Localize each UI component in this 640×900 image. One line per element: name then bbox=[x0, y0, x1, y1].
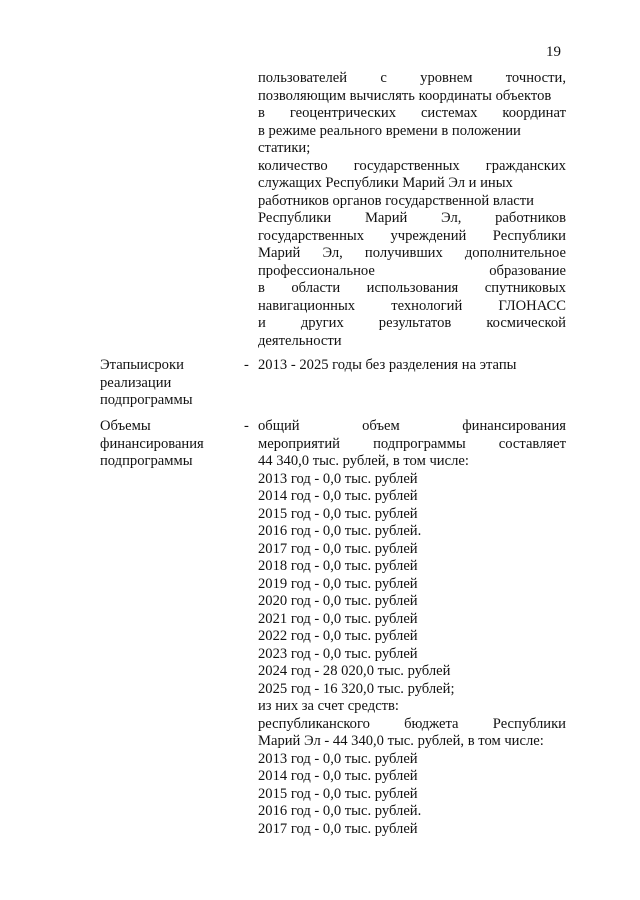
indicators-word: Эл, bbox=[322, 245, 343, 261]
funding-line bbox=[258, 523, 566, 541]
funding-word: Республики bbox=[492, 715, 566, 732]
indicators-word: в режиме реального времени в положении bbox=[258, 122, 521, 139]
funding-word: 2020 год - 0,0 тыс. рублей bbox=[258, 593, 418, 609]
funding-word: 2016 год - 0,0 тыс. рублей. bbox=[258, 523, 422, 539]
indicators-word: учреждений bbox=[390, 227, 467, 244]
indicators-word: количество bbox=[258, 157, 328, 174]
funding-word: 2023 год - 0,0 тыс. рублей bbox=[258, 645, 418, 662]
funding-line bbox=[258, 488, 566, 506]
indicators-word: геоцентрических bbox=[289, 105, 397, 121]
funding-line bbox=[258, 418, 566, 436]
funding-word: 44 340,0 тыс. рублей, в том числе: bbox=[258, 453, 469, 469]
funding-line bbox=[258, 593, 566, 611]
indicators-word: профессиональное bbox=[258, 262, 375, 279]
indicators-word: в bbox=[258, 105, 265, 121]
funding-label bbox=[100, 418, 252, 471]
funding-line bbox=[258, 786, 566, 804]
indicators-word: спутниковых bbox=[484, 280, 566, 296]
funding-line bbox=[258, 733, 566, 751]
indicators-word: ГЛОНАСС bbox=[498, 297, 566, 314]
funding-word: составляет bbox=[498, 435, 566, 452]
funding-word: 2015 год - 0,0 тыс. рублей bbox=[258, 785, 418, 802]
indicators-text bbox=[258, 70, 566, 350]
indicators-word: дополнительное bbox=[464, 245, 566, 261]
indicators-word: точности, bbox=[505, 70, 566, 86]
funding-word: 2025 год - 16 320,0 тыс. рублей; bbox=[258, 680, 455, 697]
stages-label-line bbox=[100, 392, 242, 410]
indicators-line bbox=[258, 193, 566, 211]
funding-word: 2013 год - 0,0 тыс. рублей bbox=[258, 750, 418, 767]
funding-line bbox=[258, 453, 566, 471]
indicators-line bbox=[258, 210, 566, 228]
page-number: 19 bbox=[546, 44, 561, 60]
funding-line bbox=[258, 628, 566, 646]
indicators-line bbox=[258, 70, 566, 88]
stages-dash: - bbox=[244, 357, 249, 373]
funding-line bbox=[258, 558, 566, 576]
indicators-word: государственных bbox=[258, 227, 365, 244]
funding-line bbox=[258, 576, 566, 594]
funding-word: 2017 год - 0,0 тыс. рублей bbox=[258, 820, 418, 837]
indicators-word: получивших bbox=[364, 245, 443, 261]
indicators-word: космической bbox=[486, 315, 566, 331]
stages-label-word: и bbox=[140, 357, 148, 373]
indicators-line bbox=[258, 333, 566, 351]
funding-word: мероприятий bbox=[258, 435, 340, 452]
funding-word: 2014 год - 0,0 тыс. рублей bbox=[258, 488, 418, 504]
indicators-line bbox=[258, 88, 566, 106]
funding-line bbox=[258, 716, 566, 734]
indicators-word: пользователей bbox=[258, 70, 348, 86]
funding-word: подпрограммы bbox=[373, 435, 466, 452]
funding-word: Марий Эл - 44 340,0 тыс. рублей, в том числе: bbox=[258, 733, 544, 749]
indicators-word: с bbox=[380, 70, 387, 86]
indicators-word: образование bbox=[489, 262, 566, 279]
indicators-line bbox=[258, 280, 566, 298]
funding-line bbox=[258, 751, 566, 769]
funding-word: финансирования bbox=[462, 418, 566, 434]
indicators-word: уровнем bbox=[420, 70, 473, 86]
indicators-word: Республики bbox=[258, 210, 332, 226]
funding-word: общий bbox=[258, 418, 300, 434]
funding-label-word: финансирования bbox=[100, 435, 204, 452]
funding-line bbox=[258, 541, 566, 559]
funding-line bbox=[258, 611, 566, 629]
indicators-word: служащих Республики Марий Эл и иных bbox=[258, 175, 513, 191]
funding-word: 2016 год - 0,0 тыс. рублей. bbox=[258, 803, 422, 819]
indicators-line bbox=[258, 140, 566, 158]
stages-value-text: 2013 - 2025 годы без разделения на этапы bbox=[258, 357, 517, 373]
funding-dash: - bbox=[244, 418, 249, 434]
funding-label-line bbox=[100, 453, 252, 471]
indicators-line bbox=[258, 228, 566, 246]
indicators-line bbox=[258, 175, 566, 193]
funding-word: из них за счет средств: bbox=[258, 698, 399, 714]
indicators-word: и bbox=[258, 315, 266, 331]
funding-label-line bbox=[100, 418, 252, 436]
funding-word: объем bbox=[362, 418, 400, 434]
stages-label-word: Этапы bbox=[100, 357, 141, 373]
indicators-word: государственных bbox=[353, 157, 460, 174]
indicators-line bbox=[258, 298, 566, 316]
funding-word: 2019 год - 0,0 тыс. рублей bbox=[258, 575, 418, 592]
indicators-word: навигационных bbox=[258, 297, 356, 314]
indicators-line bbox=[258, 158, 566, 176]
funding-word: бюджета bbox=[404, 715, 459, 732]
funding-line bbox=[258, 506, 566, 524]
indicators-word: других bbox=[300, 315, 344, 331]
stages-label bbox=[100, 357, 242, 410]
funding-line bbox=[258, 663, 566, 681]
funding-word: 2015 год - 0,0 тыс. рублей bbox=[258, 505, 418, 522]
indicators-line bbox=[258, 123, 566, 141]
stages-label-word: реализации bbox=[100, 374, 172, 391]
indicators-word: координат bbox=[502, 105, 566, 121]
stages-label-word: подпрограммы bbox=[100, 392, 193, 408]
funding-line bbox=[258, 646, 566, 664]
funding-text bbox=[258, 418, 566, 838]
indicators-word: Марий bbox=[364, 210, 408, 226]
indicators-word: гражданских bbox=[485, 157, 566, 174]
funding-word: 2024 год - 28 020,0 тыс. рублей bbox=[258, 663, 451, 679]
indicators-line bbox=[258, 263, 566, 281]
indicators-word: работников органов государственной власти bbox=[258, 192, 534, 209]
funding-line bbox=[258, 821, 566, 839]
indicators-word: результатов bbox=[378, 315, 452, 331]
indicators-word: позволяющим вычислять координаты объектов bbox=[258, 87, 552, 104]
funding-word: 2022 год - 0,0 тыс. рублей bbox=[258, 628, 418, 644]
funding-word: 2014 год - 0,0 тыс. рублей bbox=[258, 768, 418, 784]
funding-line bbox=[258, 768, 566, 786]
funding-label-line bbox=[100, 436, 252, 454]
funding-word: 2018 год - 0,0 тыс. рублей bbox=[258, 558, 418, 574]
funding-word: 2021 год - 0,0 тыс. рублей bbox=[258, 610, 418, 627]
funding-line bbox=[258, 681, 566, 699]
indicators-word: деятельности bbox=[258, 332, 342, 349]
stages-label-line bbox=[100, 357, 242, 375]
funding-line bbox=[258, 436, 566, 454]
funding-line bbox=[258, 471, 566, 489]
funding-line bbox=[258, 803, 566, 821]
funding-word: 2013 год - 0,0 тыс. рублей bbox=[258, 470, 418, 487]
funding-line bbox=[258, 698, 566, 716]
stages-label-line bbox=[100, 375, 242, 393]
indicators-word: использования bbox=[366, 280, 459, 296]
indicators-word: статики; bbox=[258, 140, 311, 156]
indicators-word: в bbox=[258, 280, 265, 296]
indicators-word: системах bbox=[420, 105, 478, 121]
stages-label-word: сроки bbox=[147, 357, 184, 373]
funding-word: республиканского bbox=[258, 715, 370, 732]
funding-label-word: Объемы bbox=[100, 418, 151, 434]
indicators-word: Республики bbox=[492, 227, 566, 244]
indicators-line bbox=[258, 315, 566, 333]
funding-word: 2017 год - 0,0 тыс. рублей bbox=[258, 540, 418, 557]
indicators-word: Марий bbox=[258, 245, 301, 261]
stages-value bbox=[258, 357, 566, 375]
indicators-word: Эл, bbox=[441, 210, 462, 226]
indicators-word: технологий bbox=[391, 297, 463, 314]
indicators-word: области bbox=[291, 280, 341, 296]
indicators-word: работников bbox=[495, 210, 566, 226]
indicators-line bbox=[258, 245, 566, 263]
indicators-line bbox=[258, 105, 566, 123]
funding-label-word: подпрограммы bbox=[100, 453, 193, 469]
